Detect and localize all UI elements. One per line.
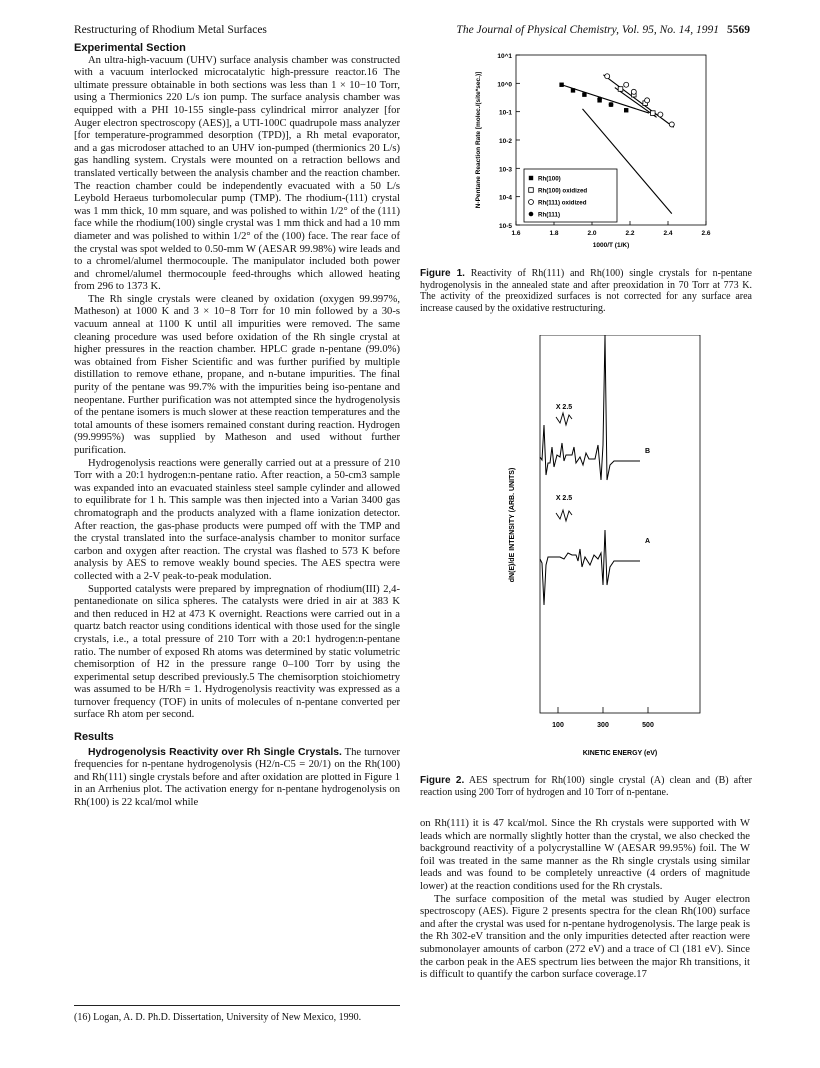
data-point — [669, 122, 674, 127]
x-tick-label: 2.0 — [587, 230, 597, 237]
paragraph: An ultra-high-vacuum (UHV) surface analysis chamber was constructed with a vacuum interlocked microcatalytic high-pressure reactor.16 The ultimate pressure obtainable in both sections was less than 1 × 10−10 Torr, using a Thermionics 220 L/s ion pump. The surface analysis chamber was equipped with a PHI 10-155 single-pass cylindrical mirror analyzer [for Auger electron spectroscopy (AES)], a UTI-100C quadrupole mass analyzer [for temperature-programmed desorption (TPD)], a Rh metal evaporator, and a gas microdoser attached to an UHV ion-pumped (thermionics 20 L/s) gas handling system. Crystals were mounted on a retraction bellows and translated vertically between the analysis chamber and the reaction chamber. The reaction chamber could be independently evacuated with a 50 L/s Leybold Heraeus turbomolecular pump (TMP). The rhodium-(111) crystal was 1 mm thick, 10 mm square, and was polished to within 1/2° of the (111) face while the rhodium(100) single crystal was 1 mm thick and had a 10 mm diameter and was polished to within 1/2° of the (100) face. The rear face of the crystal was spot welded to 0.50-mm W (AESAR 99.98%) wire leads and to a chromel/alumel thermocouple. The manipulator included both power and chromel/alumel thermocouple feed-throughs which allowed heating from 296 to 1373 K. — [74, 54, 400, 293]
spectrum-b-label: B — [645, 448, 651, 455]
x-tick-label: 1.8 — [549, 230, 559, 237]
caption-label: Figure 2. — [420, 775, 465, 786]
y-tick-label: 10-3 — [498, 166, 512, 174]
runin-heading: Hydrogenolysis Reactivity over Rh Single Crystals. — [88, 746, 342, 758]
paragraph: Hydrogenolysis reactions were generally carried out at a pressure of 210 Torr with a 20:1 hydrogen:n-pentane ratio. After reaction, a 50-cm3 sample was expanded into an evacuated stainless steel sample cylinder and allowed to equilibrate for 1 h. This sample was then injected into a Varian 3400 gas chromatograph and the products analyzed with a flame ionization detector. After reaction, the gas-phase products were pumped off with the TMP and the crystal translated into the surface-analysis chamber to monitor surface carbon and oxygen after reaction. The crystal was flashed to 573 K before analysis by AES to remove weakly bound species. The AES spectra were collected with a 2-V peak-to-peak modulation. — [74, 457, 400, 582]
y-axis-label: dN(E)/dE INTENSITY (ARB. UNITS) — [509, 467, 516, 583]
results-text: The turnover frequencies for n-pentane hydrogenolysis (H2/n-C5 = 20/1) on the Rh(100) and Rh(111) single crystals before and after oxidation are plotted in Figure 1 in an Arrhenius plot. The activation energy for n-pentane hydrogenolysis on Rh(100) is 22 kcal/mol while — [74, 746, 400, 809]
legend-marker — [529, 188, 534, 193]
figure-2-aes-spectrum — [500, 335, 730, 775]
running-header-right — [410, 24, 750, 36]
figure-1-caption — [420, 268, 752, 314]
paragraph: The surface composition of the metal was studied by Auger electron spectroscopy (AES). Figure 2 presents spectra for the clean Rh(100) surface and after the crystal was used for n-pentane hydrogenolysis. The large peak is the Rh 302-eV transition and the only impurities detected after reaction were submonolayer amounts of carbon (272 eV) and a trace of Cl (181 eV). Since the carbon peak in the AES spectrum lies between the major Rh transitions, it is difficult to quantify the carbon surface coverage.17 — [420, 893, 750, 981]
legend — [524, 169, 617, 222]
page-number: 5569 — [727, 24, 750, 36]
legend-label: Rh(111) — [538, 211, 561, 219]
data-point — [624, 108, 628, 112]
x-tick-label: 2.2 — [625, 230, 635, 237]
data-point — [559, 83, 563, 87]
legend-marker — [529, 176, 533, 180]
caption-label: Figure 1. — [420, 268, 465, 279]
data-point — [651, 111, 656, 116]
spectrum-a-line — [540, 530, 640, 605]
left-column — [74, 42, 400, 810]
y-tick-label: 10^1 — [497, 53, 512, 60]
legend-label: Rh(111) oxidized — [538, 199, 587, 207]
x-tick-label: 500 — [642, 722, 654, 729]
data-point — [645, 98, 650, 103]
plot-frame — [540, 335, 700, 713]
x-tick-label: 2.6 — [701, 230, 711, 237]
x-axis-label: 1000/T (1/K) — [592, 242, 630, 249]
y-tick-label: 10-1 — [498, 109, 512, 117]
journal-citation: The Journal of Physical Chemistry, Vol. 95, No. 14, 1991 — [456, 24, 719, 36]
figure-2-caption — [420, 775, 752, 798]
legend-label: Rh(100) — [538, 175, 561, 183]
paragraph: Supported catalysts were prepared by impregnation of rhodium(III) 2,4-pentanedionate on silica spheres. The catalysts were dried in air at 383 K and then reduced in H2 at 473 K overnight. Reactions were carried out in a quartz batch reactor using conditions identical with those used for the single crystals, i.e., a total pressure of 210 Torr with a 20:1 hydrogen:n-pentane ratio. The number of exposed Rh atoms was determined by static volumetric chemisorption of H2 in the pressure range 0–100 Torr by using the experimental setup described previously.5 The chemisorption stoichiometry was assumed to be H/Rh = 1. Hydrogenolysis reactivity was expressed as a turnover frequency (TOF) in units of molecules of n-pentane converted per surface Rh atom per second. — [74, 583, 400, 721]
footnote-rule — [74, 1005, 400, 1006]
y-tick-label: 10-4 — [498, 194, 512, 202]
section-heading-experimental: Experimental Section — [74, 42, 186, 54]
y-axis-label: N-Pentane Reaction Rate [molec./(site*sec.)] — [475, 71, 482, 209]
data-point — [605, 74, 610, 79]
right-column — [420, 818, 750, 982]
legend-marker — [529, 200, 534, 205]
y-tick-label: 10-2 — [498, 138, 512, 145]
x-axis-label: KINETIC ENERGY (eV) — [582, 750, 658, 757]
data-point — [571, 88, 575, 92]
footnote: (16) Logan, A. D. Ph.D. Dissertation, University of New Mexico, 1990. — [74, 1012, 362, 1023]
x-tick-label: 1.6 — [511, 230, 521, 237]
inset-a-trace — [556, 510, 572, 521]
figure-1-chart — [466, 45, 756, 263]
y-tick-label: 10-5 — [498, 223, 512, 230]
data-point — [582, 92, 586, 96]
paragraph: The Rh single crystals were cleaned by oxidation (oxygen 99.997%, Matheson) at 1000 K and 3 × 10−8 Torr for 10 min followed by a 30-s vacuum anneal at 1100 K until all impurities were removed. The same cleaning procedure was used before oxidation of the Rh single crystal at higher pressures in the reaction chamber. HPLC grade n-pentane (99.0%) was obtained from Fisher Scientific and was further purified by multiple distillation to remove ethane, propane, and n-butane impurities. The final purity of the pentane was 99.7% with the impurities being iso-pentane and neopentane. Further purification was not attempted since the hydrogenolysis of the pentane isomers is much slower at these reaction temperatures and the total amounts of these isomers remained constant during reaction. Hydrogen (99.9995%) was supplied by Matheson and used without further purification. — [74, 293, 400, 456]
caption-text: AES spectrum for Rh(100) single crystal (A) clean and (B) after reaction using 200 Torr of hydrogen and 10 Torr of n-pentane. — [420, 775, 752, 798]
multiplier-b-label: X 2.5 — [555, 404, 573, 411]
data-point — [618, 87, 623, 92]
data-point — [597, 97, 602, 102]
x-tick-label: 100 — [552, 722, 564, 729]
running-header-left: Restructuring of Rhodium Metal Surfaces — [74, 24, 267, 36]
y-tick-label: 10^0 — [497, 81, 512, 89]
x-tick-label: 2.4 — [663, 230, 673, 237]
multiplier-a-label: X 2.5 — [555, 495, 573, 502]
legend-marker — [529, 212, 534, 217]
caption-text: Reactivity of Rh(111) and Rh(100) single crystals for n-pentane hydrogenolysis in the annealed state and after preoxidation in 70 Torr at 773 K. The activity of the preoxidized surfaces is not corrected for any surface area increase caused by the oxidative restructuring. — [420, 268, 752, 314]
paragraph: on Rh(111) it is 47 kcal/mol. Since the Rh crystals were supported with W leads which are normally slightly hotter than the crystal, we also checked the background reactivity of a polycrystalline W (AESAR 99.95%) foil. The W foil was treated in the same manner as the Rh single crystals using similar leads and was found to be completely unreactive (4 orders of magnitude lower) at the reaction conditions used for the Rh crystals. — [420, 818, 750, 892]
data-point — [658, 112, 663, 117]
fit-line — [603, 75, 673, 127]
x-tick-label: 300 — [597, 722, 609, 729]
spectrum-a-label: A — [645, 538, 651, 545]
legend-label: Rh(100) oxidized — [538, 187, 588, 195]
data-point — [631, 89, 636, 94]
section-heading-results: Results — [74, 731, 114, 744]
data-point — [624, 82, 629, 87]
paragraph — [74, 747, 400, 810]
data-point — [609, 102, 614, 107]
inset-b-trace — [556, 413, 572, 425]
